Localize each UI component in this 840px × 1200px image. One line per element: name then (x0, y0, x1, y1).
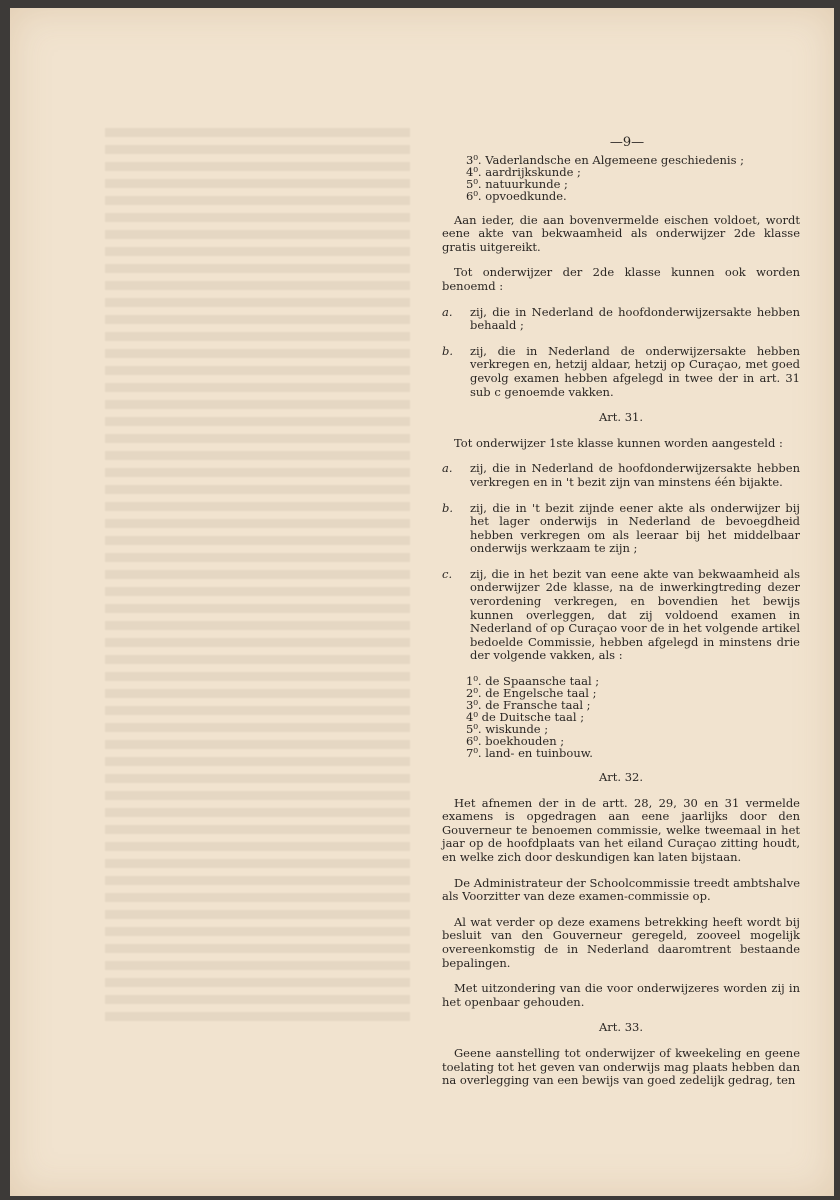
paragraph-art33: Geene aanstelling tot onderwijzer of kweekeling en geene toelating tot het geven van onderwijs mag plaats hebben dan na overlegging van een bewijs van goed zedelijk gedrag, ten (442, 1045, 800, 1088)
item-text: zij, die in Nederland de hoofdonderwijzersakte hebben behaald ; (470, 304, 800, 333)
paragraph-art32: De Administrateur der Schoolcommissie treedt ambtshalve als Voorzitter van deze examen-commissie op. (442, 875, 800, 904)
list-item: 2⁰. de Engelsche taal ; (466, 686, 597, 701)
list-item: 4⁰ de Duitsche taal ; (466, 710, 585, 725)
list-item: 6⁰. boekhouden ; (466, 734, 565, 749)
vakken-list (466, 675, 800, 759)
paragraph-art32: Het afnemen der in de artt. 28, 29, 30 en 31 vermelde examens is opgedragen aan eene jaarlijks door den Gouverneur te benoemen commissie, welke tweemaal in het jaar op de hoofdplaats van het eiland Curaçao zitting houdt, en welke zich door deskundigen kan laten bijstaan. (442, 795, 800, 864)
paragraph-art32: Al wat verder op deze examens betrekking heeft wordt bij besluit van den Gouverneur geregeld, zooveel mogelijk overeenkomstig de in Nederland daaromtrent bestaande bepalingen. (442, 914, 800, 970)
item-mark: a. (442, 304, 453, 319)
list-item: 3⁰. de Fransche taal ; (466, 698, 591, 713)
list-item (442, 345, 800, 399)
list-item (442, 502, 800, 556)
list-item: 5⁰. wiskunde ; (466, 722, 549, 737)
list-item: 4⁰. aardrijkskunde ; (466, 164, 581, 179)
list-item (442, 462, 800, 489)
list-item: 7⁰. land- en tuinbouw. (466, 746, 593, 761)
article-32-heading: Art. 32. (598, 770, 644, 785)
paragraph-akte: Aan ieder, die aan bovenvermelde eischen voldoet, wordt eene akte van bekwaamheid als onderwijzer 2de klasse gratis uitgereikt. (442, 212, 800, 254)
list-item (442, 306, 800, 333)
item-text: zij, die in Nederland de onderwijzersakte hebben verkregen en, hetzij aldaar, hetzij op Curaçao, met goed gevolg examen hebben afgelegd in twee der in art. 31 sub c genoemde vakken. (470, 343, 800, 399)
item-mark: b. (442, 500, 454, 515)
item-text: zij, die in het bezit van eene akte van bekwaamheid als onderwijzer 2de klasse, na de inwerkingtreding dezer verordening verkregen, en bovendien het bewijs kunnen overleggen, dat zij voldoend examen in Nederland of op Curaçao voor de in het volgende artikel bedoelde Commissie, hebben afgelegd in minstens drie der volgende vakken, als : (470, 566, 800, 663)
item-mark: c. (442, 566, 453, 581)
document-page (10, 8, 834, 1196)
list-item (442, 568, 800, 663)
list-item: 3⁰. Vaderlandsche en Algemeene geschiedenis ; (466, 152, 745, 167)
paragraph-art31-intro: Tot onderwijzer 1ste klasse kunnen worden aangesteld : (454, 435, 783, 450)
paragraph-2de-intro: Tot onderwijzer der 2de klasse kunnen ook worden benoemd : (442, 265, 800, 293)
list-item: 1⁰. de Spaansche taal ; (466, 674, 600, 689)
text-column (442, 136, 800, 1100)
item-mark: a. (442, 461, 453, 476)
subjects-list (466, 154, 800, 202)
page-number: —9— (609, 135, 645, 150)
list-item: 5⁰. natuurkunde ; (466, 176, 568, 191)
paragraph-art32: Met uitzondering van die voor onderwijzeres worden zij in het openbaar gehouden. (442, 981, 800, 1009)
list-item: 6⁰. opvoedkunde. (466, 188, 567, 203)
item-text: zij, die in Nederland de hoofdonderwijzersakte hebben verkregen en in 't bezit zijn van minstens één bijakte. (470, 461, 800, 489)
article-31-heading: Art. 31. (598, 410, 644, 425)
item-mark: b. (442, 343, 454, 358)
item-text: zij, die in 't bezit zijnde eener akte als onderwijzer bij het lager onderwijs in Nederland de bevoegdheid hebben verkregen om als leeraar bij het middelbaar onderwijs werkzaam te zijn ; (470, 500, 800, 556)
article-33-heading: Art. 33. (598, 1020, 644, 1035)
show-through-text (105, 128, 410, 1028)
